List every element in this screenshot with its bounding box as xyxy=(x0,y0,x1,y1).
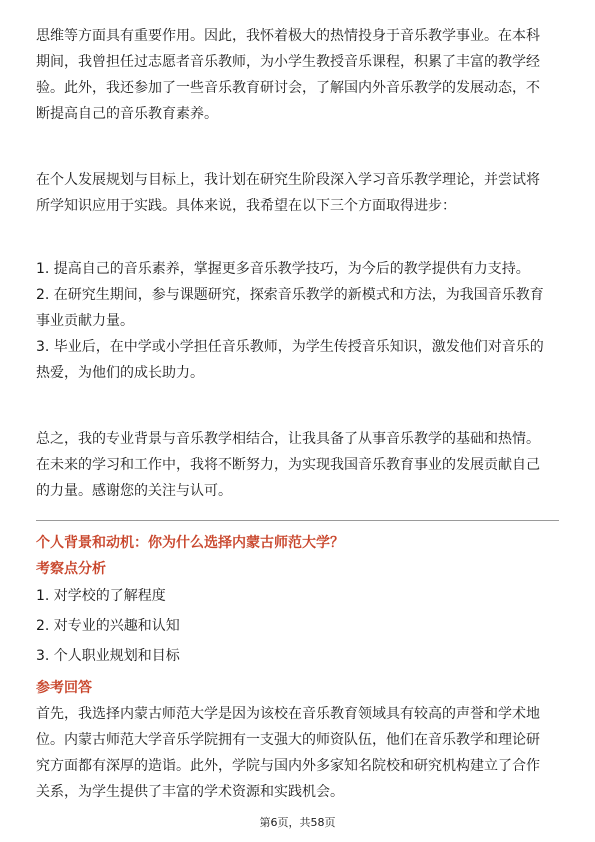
text-line: 关系，为学生提供了丰富的学术资源和实践机会。 xyxy=(36,784,344,800)
text-line: 究方面都有深厚的造诣。此外，学院与国内外多家知名院校和研究机构建立了合作 xyxy=(36,758,540,774)
text-line: 所学知识应用于实践。具体来说，我希望在以下三个方面取得进步： xyxy=(36,198,456,214)
text-line: 断提高自己的音乐教育素养。 xyxy=(36,106,218,122)
analysis-item: 3. 个人职业规划和目标 xyxy=(36,648,180,664)
text-line: 期间，我曾担任过志愿者音乐教师，为小学生教授音乐课程，积累了丰富的教学经 xyxy=(36,54,540,70)
answer-paragraph xyxy=(36,701,564,805)
answer-heading: 参考回答 xyxy=(36,680,92,696)
section-divider xyxy=(36,520,559,521)
goal-item-continued: 事业贡献力量。 xyxy=(36,313,134,329)
analysis-item: 2. 对专业的兴趣和认知 xyxy=(36,618,180,634)
paragraph-conclusion xyxy=(36,426,564,504)
goal-item: 1. 提高自己的音乐素养，掌握更多音乐教学技巧，为今后的教学提供有力支持。 xyxy=(36,261,530,277)
text-line: 验。此外，我还参加了一些音乐教育研讨会，了解国内外音乐教学的发展动态，不 xyxy=(36,80,540,96)
goal-item: 3. 毕业后，在中学或小学担任音乐教师，为学生传授音乐知识，激发他们对音乐的 xyxy=(36,339,544,355)
analysis-heading: 考察点分析 xyxy=(36,561,106,577)
paragraph-intro-continued xyxy=(36,23,564,127)
analysis-item: 1. 对学校的了解程度 xyxy=(36,588,166,604)
goal-item-continued: 热爱，为他们的成长助力。 xyxy=(36,365,204,381)
question-title: 个人背景和动机：你为什么选择内蒙古师范大学？ xyxy=(36,535,344,551)
text-line: 首先，我选择内蒙古师范大学是因为该校在音乐教育领域具有较高的声誉和学术地 xyxy=(36,706,540,722)
paragraph-development-plan xyxy=(36,167,564,219)
page-number: 第6页，共58页 xyxy=(259,816,336,829)
text-line: 的力量。感谢您的关注与认可。 xyxy=(36,483,232,499)
goal-item: 2. 在研究生期间，参与课题研究，探索音乐教学的新模式和方法，为我国音乐教育 xyxy=(36,287,544,303)
text-line: 思维等方面具有重要作用。因此，我怀着极大的热情投身于音乐教学事业。在本科 xyxy=(36,28,540,44)
text-line: 在个人发展规划与目标上，我计划在研究生阶段深入学习音乐教学理论，并尝试将 xyxy=(36,172,540,188)
paragraph-goals-list xyxy=(36,256,564,386)
text-line: 位。内蒙古师范大学音乐学院拥有一支强大的师资队伍，他们在音乐教学和理论研 xyxy=(36,732,540,748)
text-line: 总之，我的专业背景与音乐教学相结合，让我具备了从事音乐教学的基础和热情。 xyxy=(36,431,540,447)
text-line: 在未来的学习和工作中，我将不断努力，为实现我国音乐教育事业的发展贡献自己 xyxy=(36,457,540,473)
